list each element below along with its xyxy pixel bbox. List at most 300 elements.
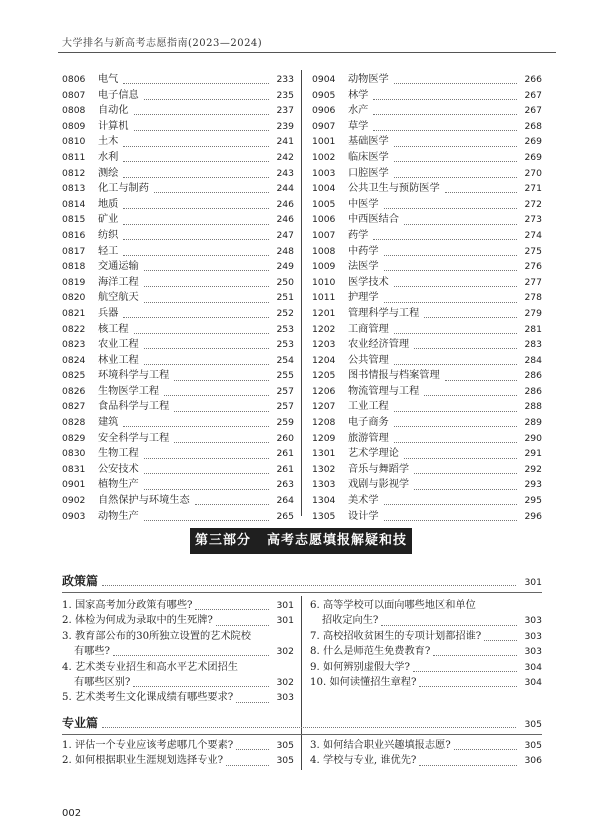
- question-entry[interactable]: [310, 644, 542, 659]
- toc-title: 中西医结合: [348, 214, 399, 226]
- leader-dots: [413, 663, 517, 672]
- toc-page: 279: [524, 307, 542, 319]
- toc-code: 0830: [62, 448, 86, 460]
- toc-title: 化工与制药: [98, 183, 149, 195]
- toc-entry[interactable]: [312, 493, 542, 509]
- toc-code: 1301: [312, 448, 336, 460]
- toc-entry[interactable]: [312, 119, 542, 135]
- question-page: 305: [276, 755, 294, 767]
- toc-title: 林学: [348, 89, 369, 101]
- leader-dots: [404, 216, 517, 225]
- leader-dots: [195, 601, 269, 610]
- toc-page: 265: [276, 510, 294, 522]
- header-rule: [58, 52, 556, 53]
- question-entry[interactable]: [62, 613, 294, 628]
- major-section-heading[interactable]: [62, 714, 542, 732]
- leader-dots: [144, 481, 269, 490]
- leader-dots: [195, 496, 269, 505]
- leader-dots: [123, 418, 269, 427]
- question-text: 招收定向生?: [322, 615, 379, 627]
- toc-page: 272: [524, 198, 542, 210]
- toc-title: 生物医学工程: [98, 385, 160, 397]
- toc-entry[interactable]: [312, 244, 542, 260]
- toc-entry[interactable]: [62, 306, 294, 322]
- leader-dots: [144, 91, 269, 100]
- toc-entry[interactable]: [62, 119, 294, 135]
- toc-entry[interactable]: [62, 181, 294, 197]
- leader-dots: [144, 512, 269, 521]
- toc-title: 公共卫生与预防医学: [348, 183, 440, 195]
- leader-dots: [394, 153, 517, 162]
- question-entry[interactable]: [62, 690, 294, 705]
- question-entry[interactable]: [62, 598, 294, 613]
- question-page: 305: [524, 740, 542, 751]
- toc-code: 0814: [62, 198, 86, 210]
- toc-entry[interactable]: [312, 399, 542, 415]
- major-divider: [301, 736, 302, 770]
- toc-code: 1303: [312, 479, 336, 491]
- column-divider: [301, 70, 302, 516]
- question-text: 4. 艺术类专业招生和高水平艺术团招生: [62, 661, 238, 673]
- toc-page: 278: [524, 292, 542, 304]
- toc-title: 公共管理: [348, 354, 389, 366]
- question-entry[interactable]: [310, 753, 542, 768]
- leader-dots: [134, 106, 269, 115]
- leader-dots: [144, 450, 269, 459]
- toc-code: 0819: [62, 276, 86, 288]
- leader-dots: [384, 200, 517, 209]
- toc-entry[interactable]: [62, 337, 294, 353]
- leader-dots: [419, 678, 517, 687]
- toc-page: 243: [276, 167, 294, 179]
- toc-entry[interactable]: [312, 259, 542, 275]
- leader-dots: [236, 741, 269, 750]
- toc-entry[interactable]: [312, 290, 542, 306]
- toc-entry[interactable]: [62, 477, 294, 493]
- toc-entry[interactable]: [62, 166, 294, 182]
- major-heading-page: 305: [524, 719, 542, 730]
- toc-page: 267: [524, 105, 542, 117]
- toc-entry[interactable]: [62, 353, 294, 369]
- question-page: 304: [524, 661, 542, 673]
- leader-dots: [424, 387, 517, 396]
- question-text: 有哪些区别?: [74, 677, 131, 689]
- leader-dots: [394, 356, 517, 365]
- toc-entry[interactable]: [312, 150, 542, 166]
- major-questions-left: [62, 738, 294, 769]
- toc-code: 1201: [312, 307, 336, 319]
- toc-code: 1006: [312, 214, 336, 226]
- toc-code: 0904: [312, 74, 336, 85]
- toc-page: 263: [276, 479, 294, 491]
- toc-page: 281: [524, 323, 542, 335]
- leader-dots: [381, 617, 517, 626]
- part-label: 第三部分: [194, 533, 251, 548]
- toc-title: 海洋工程: [98, 276, 139, 288]
- toc-page: 271: [524, 183, 542, 195]
- toc-page: 253: [276, 339, 294, 351]
- toc-entry[interactable]: [62, 244, 294, 260]
- toc-entry[interactable]: [312, 72, 542, 88]
- question-text: 7. 高校招收贫困生的专项计划都招谁?: [310, 630, 482, 642]
- toc-entry[interactable]: [62, 212, 294, 228]
- toc-page: 257: [276, 385, 294, 397]
- toc-code: 1003: [312, 167, 336, 179]
- toc-title: 工商管理: [348, 323, 389, 335]
- policy-section-heading[interactable]: [62, 572, 542, 590]
- leader-dots: [419, 757, 517, 766]
- leader-dots: [373, 106, 517, 115]
- toc-title: 地质: [98, 198, 119, 210]
- toc-title: 音乐与舞蹈学: [348, 463, 410, 475]
- toc-title: 电气: [98, 74, 119, 85]
- question-text: 1. 国家高考加分政策有哪些?: [62, 600, 193, 611]
- leader-dots: [164, 387, 269, 396]
- question-entry[interactable]: [310, 629, 542, 644]
- toc-title: 生物工程: [98, 448, 139, 460]
- toc-entry[interactable]: [62, 368, 294, 384]
- toc-page: 268: [524, 120, 542, 132]
- leader-dots: [123, 247, 269, 256]
- toc-code: 1002: [312, 151, 336, 163]
- leader-dots: [445, 184, 517, 193]
- leader-dots: [144, 465, 269, 474]
- toc-code: 1304: [312, 495, 336, 507]
- toc-code: 1305: [312, 510, 336, 522]
- question-entry[interactable]: [62, 738, 294, 753]
- toc-title: 土木: [98, 136, 119, 148]
- toc-title: 物流管理与工程: [348, 385, 420, 397]
- toc-page: 293: [524, 479, 542, 491]
- toc-entry[interactable]: [62, 150, 294, 166]
- question-text: 3. 教育部公布的30所独立设置的艺术院校: [62, 630, 251, 642]
- toc-page: 260: [276, 432, 294, 444]
- major-heading-text: 专业篇: [62, 716, 99, 730]
- toc-page: 275: [524, 245, 542, 257]
- section-rule: [62, 734, 542, 735]
- toc-code: 0831: [62, 463, 86, 475]
- toc-code: 0820: [62, 292, 86, 304]
- toc-entry[interactable]: [312, 477, 542, 493]
- toc-entry[interactable]: [62, 134, 294, 150]
- toc-title: 农业经济管理: [348, 339, 410, 351]
- question-page: 303: [524, 630, 542, 642]
- toc-entry[interactable]: [312, 166, 542, 182]
- leader-dots: [433, 647, 517, 656]
- leader-dots: [134, 122, 269, 131]
- section-rule: [62, 592, 542, 593]
- toc-page: 250: [276, 276, 294, 288]
- toc-code: 0905: [312, 89, 336, 101]
- leader-dots: [384, 512, 517, 521]
- leader-dots: [384, 262, 517, 271]
- leader-dots: [414, 481, 517, 490]
- toc-title: 护理学: [348, 292, 379, 304]
- toc-page: 269: [524, 136, 542, 148]
- toc-entry[interactable]: [312, 197, 542, 213]
- leader-dots: [384, 496, 517, 505]
- running-header: 大学排名与新高考志愿指南(2023—2024): [62, 38, 263, 49]
- leader-dots: [414, 465, 517, 474]
- toc-code: 0815: [62, 214, 86, 226]
- toc-entry[interactable]: [312, 212, 542, 228]
- toc-page: 288: [524, 401, 542, 413]
- toc-code: 1011: [312, 292, 336, 304]
- toc-entry[interactable]: [312, 275, 542, 291]
- toc-code: 0828: [62, 417, 86, 429]
- question-entry[interactable]: [310, 598, 542, 629]
- leader-dots: [414, 340, 517, 349]
- toc-page: 239: [276, 120, 294, 132]
- toc-page: 241: [276, 136, 294, 148]
- toc-title: 核工程: [98, 323, 129, 335]
- toc-page: 244: [276, 183, 294, 195]
- toc-code: 1009: [312, 261, 336, 273]
- toc-entry[interactable]: [312, 462, 542, 478]
- question-text: 2. 体检为何成为录取中的生死牌?: [62, 615, 213, 627]
- toc-title: 动物生产: [98, 510, 139, 522]
- question-page: 302: [276, 677, 294, 689]
- toc-entry[interactable]: [62, 103, 294, 119]
- toc-entry[interactable]: [62, 72, 294, 88]
- toc-title: 中药学: [348, 245, 379, 257]
- leader-dots: [174, 403, 269, 412]
- question-page: 303: [524, 646, 542, 658]
- toc-code: 1005: [312, 198, 336, 210]
- toc-entry[interactable]: [312, 134, 542, 150]
- toc-title: 中医学: [348, 198, 379, 210]
- question-text: 有哪些?: [74, 646, 111, 658]
- toc-entry[interactable]: [62, 290, 294, 306]
- toc-entry[interactable]: [62, 322, 294, 338]
- question-page: 302: [276, 646, 294, 658]
- toc-code: 1010: [312, 276, 336, 288]
- toc-page: 290: [524, 432, 542, 444]
- question-text: 4. 学校与专业, 谁优先?: [310, 755, 417, 767]
- toc-title: 电子信息: [98, 89, 139, 101]
- toc-page: 261: [276, 448, 294, 460]
- leader-dots: [134, 325, 269, 334]
- toc-title: 图书情报与档案管理: [348, 370, 440, 382]
- toc-code: 1209: [312, 432, 336, 444]
- toc-code: 0907: [312, 120, 336, 132]
- toc-code: 0809: [62, 120, 86, 132]
- leader-dots: [484, 632, 517, 641]
- toc-page: 269: [524, 151, 542, 163]
- toc-entry[interactable]: [62, 197, 294, 213]
- leader-dots: [123, 200, 269, 209]
- toc-title: 纺织: [98, 229, 119, 241]
- leader-dots: [144, 294, 269, 303]
- toc-title: 航空航天: [98, 292, 139, 304]
- toc-title: 临床医学: [348, 151, 389, 163]
- question-text: 2. 如何根据职业生涯规划选择专业?: [62, 755, 224, 767]
- toc-title: 环境科学与工程: [98, 370, 170, 382]
- toc-code: 1302: [312, 463, 336, 475]
- toc-page: 247: [276, 229, 294, 241]
- toc-entry[interactable]: [312, 353, 542, 369]
- policy-questions-right: [310, 598, 542, 690]
- toc-page: 286: [524, 370, 542, 382]
- toc-page: 267: [524, 89, 542, 101]
- question-text: 6. 高等学校可以面向哪些地区和单位: [310, 600, 476, 611]
- toc-entry[interactable]: [62, 275, 294, 291]
- toc-entry[interactable]: [312, 431, 542, 447]
- toc-page: 255: [276, 370, 294, 382]
- toc-page: 273: [524, 214, 542, 226]
- major-questions-right: [310, 738, 542, 769]
- toc-code: 1208: [312, 417, 336, 429]
- question-entry[interactable]: [62, 660, 294, 691]
- leader-dots: [102, 576, 516, 586]
- leader-dots: [123, 153, 269, 162]
- question-page: 301: [276, 615, 294, 627]
- question-entry[interactable]: [310, 675, 542, 690]
- toc-title: 农业工程: [98, 339, 139, 351]
- question-text: 8. 什么是师范生免费教育?: [310, 646, 431, 658]
- toc-entry[interactable]: [62, 493, 294, 509]
- toc-entry[interactable]: [312, 446, 542, 462]
- toc-page: 266: [524, 74, 542, 85]
- leader-dots: [154, 184, 269, 193]
- toc-title: 电子商务: [348, 417, 389, 429]
- leader-dots: [144, 340, 269, 349]
- toc-title: 戏剧与影视学: [348, 479, 410, 491]
- toc-code: 1007: [312, 229, 336, 241]
- toc-code: 0823: [62, 339, 86, 351]
- question-entry[interactable]: [62, 753, 294, 768]
- toc-code: 0827: [62, 401, 86, 413]
- toc-entry[interactable]: [62, 446, 294, 462]
- question-text: 3. 如何结合职业兴趣填报志愿?: [310, 740, 451, 751]
- toc-entry[interactable]: [312, 368, 542, 384]
- toc-page: 237: [276, 105, 294, 117]
- leader-dots: [394, 434, 517, 443]
- toc-entry[interactable]: [312, 181, 542, 197]
- toc-page: 277: [524, 276, 542, 288]
- toc-code: 0808: [62, 105, 86, 117]
- toc-page: 286: [524, 385, 542, 397]
- leader-dots: [144, 356, 269, 365]
- toc-entry[interactable]: [62, 88, 294, 104]
- leader-dots: [404, 450, 517, 459]
- leader-dots: [133, 678, 269, 687]
- toc-entry[interactable]: [62, 228, 294, 244]
- toc-code: 1205: [312, 370, 336, 382]
- leader-dots: [123, 169, 269, 178]
- toc-page: 246: [276, 214, 294, 226]
- leader-dots: [144, 278, 269, 287]
- question-text: 5. 艺术类考生文化课成绩有哪些要求?: [62, 692, 234, 704]
- question-page: 304: [524, 677, 542, 689]
- toc-page: 276: [524, 261, 542, 273]
- leader-dots: [394, 325, 517, 334]
- toc-entry[interactable]: [312, 509, 542, 525]
- toc-page: 284: [524, 354, 542, 366]
- toc-code: 0806: [62, 74, 86, 85]
- question-entry[interactable]: [310, 660, 542, 675]
- toc-code: 1001: [312, 136, 336, 148]
- toc-page: 295: [524, 495, 542, 507]
- toc-entry[interactable]: [312, 415, 542, 431]
- leader-dots: [394, 75, 517, 84]
- toc-code: 0811: [62, 151, 86, 163]
- toc-entry[interactable]: [62, 415, 294, 431]
- toc-entry[interactable]: [312, 322, 542, 338]
- toc-title: 矿业: [98, 214, 119, 226]
- leader-dots: [144, 262, 269, 271]
- toc-code: 1204: [312, 354, 336, 366]
- toc-code: 0906: [312, 105, 336, 117]
- toc-entry[interactable]: [62, 509, 294, 525]
- toc-page: 292: [524, 463, 542, 475]
- toc-page: 253: [276, 323, 294, 335]
- toc-title: 计算机: [98, 120, 129, 132]
- toc-title: 美术学: [348, 495, 379, 507]
- toc-entry[interactable]: [62, 399, 294, 415]
- toc-code: 1207: [312, 401, 336, 413]
- toc-page: 248: [276, 245, 294, 257]
- leader-dots: [384, 294, 517, 303]
- question-page: 301: [276, 600, 294, 611]
- toc-code: 0822: [62, 323, 86, 335]
- toc-page: 246: [276, 198, 294, 210]
- toc-title: 动物医学: [348, 74, 389, 85]
- question-entry[interactable]: [310, 738, 542, 753]
- toc-title: 安全科学与工程: [98, 432, 170, 444]
- toc-column-left: [62, 72, 294, 524]
- toc-title: 草学: [348, 120, 369, 132]
- toc-code: 0821: [62, 307, 86, 319]
- question-entry[interactable]: [62, 629, 294, 660]
- toc-page: 259: [276, 417, 294, 429]
- toc-entry[interactable]: [312, 88, 542, 104]
- leader-dots: [123, 309, 269, 318]
- toc-page: 270: [524, 167, 542, 179]
- toc-code: 0826: [62, 385, 86, 397]
- toc-title: 设计学: [348, 510, 379, 522]
- toc-title: 医学技术: [348, 276, 389, 288]
- question-text: 9. 如何辨别虚假大学?: [310, 661, 410, 673]
- toc-title: 自然保护与环境生态: [98, 495, 190, 507]
- toc-title: 林业工程: [98, 354, 139, 366]
- toc-code: 0807: [62, 89, 86, 101]
- toc-code: 1206: [312, 385, 336, 397]
- leader-dots: [226, 757, 269, 766]
- toc-page: 254: [276, 354, 294, 366]
- toc-page: 251: [276, 292, 294, 304]
- toc-entry[interactable]: [62, 259, 294, 275]
- toc-title: 公安技术: [98, 463, 139, 475]
- toc-page: 264: [276, 495, 294, 507]
- toc-code: 0813: [62, 183, 86, 195]
- toc-page: 261: [276, 463, 294, 475]
- toc-entry[interactable]: [312, 103, 542, 119]
- leader-dots: [394, 278, 517, 287]
- toc-code: 0817: [62, 245, 86, 257]
- toc-entry[interactable]: [312, 337, 542, 353]
- leader-dots: [123, 138, 269, 147]
- toc-entry[interactable]: [62, 431, 294, 447]
- toc-entry[interactable]: [312, 228, 542, 244]
- toc-title: 交通运输: [98, 261, 139, 273]
- toc-code: 0901: [62, 479, 86, 491]
- toc-entry[interactable]: [62, 384, 294, 400]
- toc-entry[interactable]: [312, 306, 542, 322]
- toc-entry[interactable]: [312, 384, 542, 400]
- leader-dots: [445, 372, 517, 381]
- toc-entry[interactable]: [62, 462, 294, 478]
